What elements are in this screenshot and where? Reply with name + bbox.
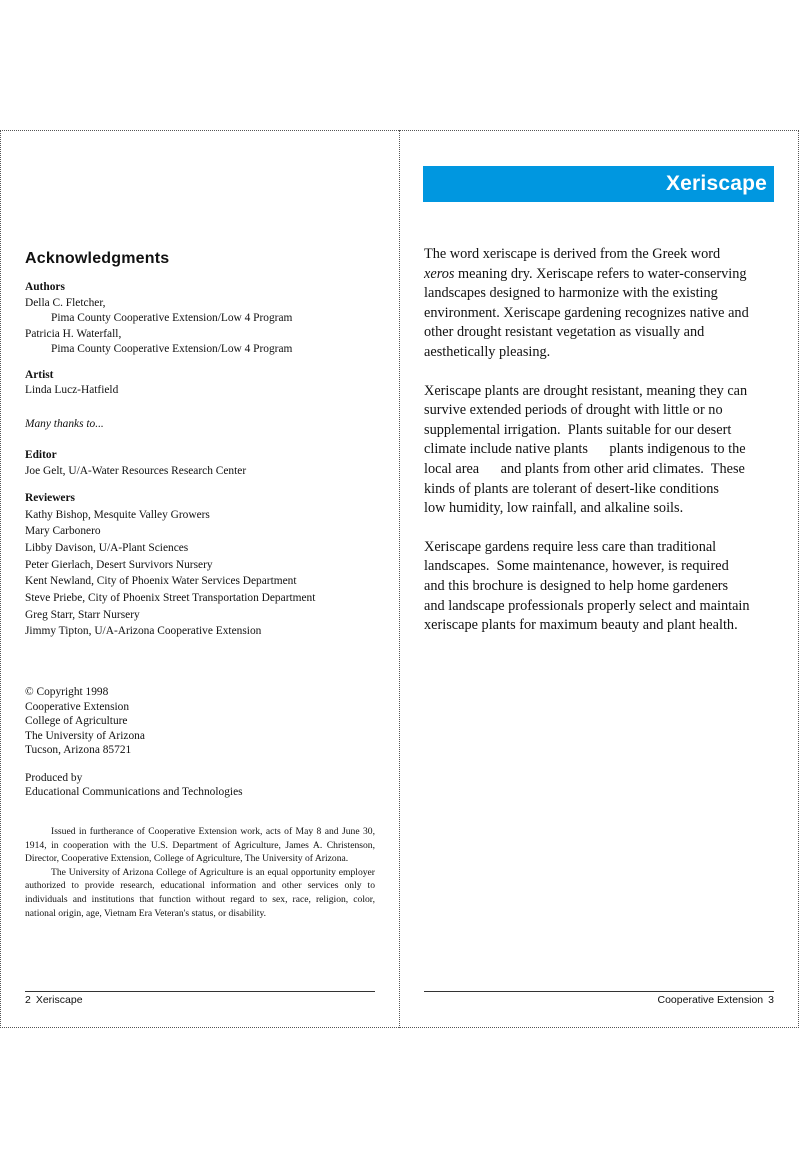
body-paragraph xyxy=(424,245,779,363)
footer-rule xyxy=(25,991,375,992)
artist-section xyxy=(25,368,385,399)
editor-name: Joe Gelt, U/A-Water Resources Research Center xyxy=(25,464,247,477)
artist-name: Linda Lucz-Hatfield xyxy=(25,384,119,396)
body-paragraph xyxy=(424,538,779,636)
legal-notice xyxy=(25,825,375,920)
text-line: Xeriscape plants are drought resistant, meaning they can xyxy=(424,382,748,399)
editor-label: Editor xyxy=(25,449,57,461)
text-line: environment. Xeriscape gardening recognizes native and xyxy=(424,304,749,321)
artist-label: Artist xyxy=(25,368,54,381)
author-affiliation: Pima County Cooperative Extension/Low 4 Program xyxy=(51,312,293,324)
copyright-line: © Copyright 1998 xyxy=(25,686,109,698)
thanks-section xyxy=(25,417,385,433)
text-line: supplemental irrigation. Plants suitable for our desert xyxy=(424,421,732,438)
footer-title: Xeriscape xyxy=(35,994,83,1006)
text-line: local area and plants from other arid climates. These xyxy=(424,460,745,477)
author-name: Della C. Fletcher, xyxy=(25,296,106,309)
text-line: xeros meaning dry. Xeriscape refers to water-conserving xyxy=(424,265,747,282)
reviewer-name: Mary Carbonero xyxy=(25,525,101,538)
text-line: kinds of plants are tolerant of desert-like conditions xyxy=(424,480,719,497)
text-line: landscapes. Some maintenance, however, is required xyxy=(424,558,729,575)
text-line: xeriscape plants for maximum beauty and plant health. xyxy=(424,617,738,634)
footer-title: Cooperative Extension xyxy=(657,994,764,1006)
authors-section xyxy=(25,280,385,358)
page-number: 3 xyxy=(768,994,774,1006)
text-line: low humidity, low rainfall, and alkaline soils. xyxy=(424,500,684,517)
legal-paragraph: Issued in furtherance of Cooperative Extension work, acts of May 8 and June 30, 1914, in cooperation with the U.S. Department of Agriculture, James A. Christenson, Director, Cooperative Extension, College of Agriculture, The University of Arizona. xyxy=(25,826,375,865)
reviewer-name: Kathy Bishop, Mesquite Valley Growers xyxy=(25,508,210,521)
reviewers-label: Reviewers xyxy=(25,492,75,504)
authors-label: Authors xyxy=(25,281,65,293)
text-line: The word xeriscape is derived from the Greek word xyxy=(424,246,721,262)
page-number: 2 xyxy=(25,994,31,1006)
reviewer-name: Steve Priebe, City of Phoenix Street Transportation Department xyxy=(25,592,316,605)
text-line: and landscape professionals properly select and maintain xyxy=(424,597,750,614)
reviewer-name: Jimmy Tipton, U/A-Arizona Cooperative Extension xyxy=(25,625,262,638)
title-banner xyxy=(423,166,774,202)
banner-title: Xeriscape xyxy=(665,172,767,195)
copyright-line: Cooperative Extension xyxy=(25,700,130,713)
copyright-line: Tucson, Arizona 85721 xyxy=(25,744,132,756)
author-affiliation: Pima County Cooperative Extension/Low 4 Program xyxy=(51,343,293,355)
reviewer-name: Kent Newland, City of Phoenix Water Services Department xyxy=(25,575,297,588)
reviewer-name: Peter Gierlach, Desert Survivors Nursery xyxy=(25,558,213,571)
footer-rule xyxy=(424,991,774,992)
left-page-footer xyxy=(25,994,83,1006)
editor-section xyxy=(25,448,385,479)
reviewers-section xyxy=(25,491,385,640)
legal-paragraph: The University of Arizona College of Agriculture is an equal opportunity employer authorized to provide research, educational information and other services only to individuals and institutions that function without regard to sex, race, religion, color, national origin, age, Vietnam Era Veteran's status, or disability. xyxy=(25,866,375,919)
produced-by-line: Educational Communications and Technologies xyxy=(25,786,243,798)
copyright-block xyxy=(25,685,385,800)
acknowledgments-heading: Acknowledgments xyxy=(25,250,170,267)
text-line: survive extended periods of drought with little or no xyxy=(424,402,723,419)
text-line: other drought resistant vegetation as visually and xyxy=(424,324,705,341)
thanks-text: Many thanks to... xyxy=(25,417,104,430)
text-line: landscapes designed to harmonize with the existing xyxy=(424,285,718,302)
text-line: climate include native plants plants indigenous to the xyxy=(424,441,746,458)
text-line: Xeriscape gardens require less care than traditional xyxy=(424,538,717,555)
reviewer-name: Libby Davison, U/A-Plant Sciences xyxy=(25,541,189,554)
produced-by-block xyxy=(25,771,385,800)
produced-by-line: Produced by xyxy=(25,771,83,784)
acknowledgments-body xyxy=(25,280,385,640)
author-name: Patricia H. Waterfall, xyxy=(25,327,122,340)
copyright-line: College of Agriculture xyxy=(25,715,128,727)
right-page xyxy=(400,130,799,1028)
text-line: aesthetically pleasing. xyxy=(424,343,551,360)
copyright-line: The University of Arizona xyxy=(25,729,145,742)
main-text xyxy=(424,245,779,655)
body-paragraph xyxy=(424,382,779,519)
reviewer-name: Greg Starr, Starr Nursery xyxy=(25,608,140,621)
left-page xyxy=(0,130,399,1028)
text-line: and this brochure is designed to help home gardeners xyxy=(424,577,729,594)
right-page-footer xyxy=(658,994,775,1006)
